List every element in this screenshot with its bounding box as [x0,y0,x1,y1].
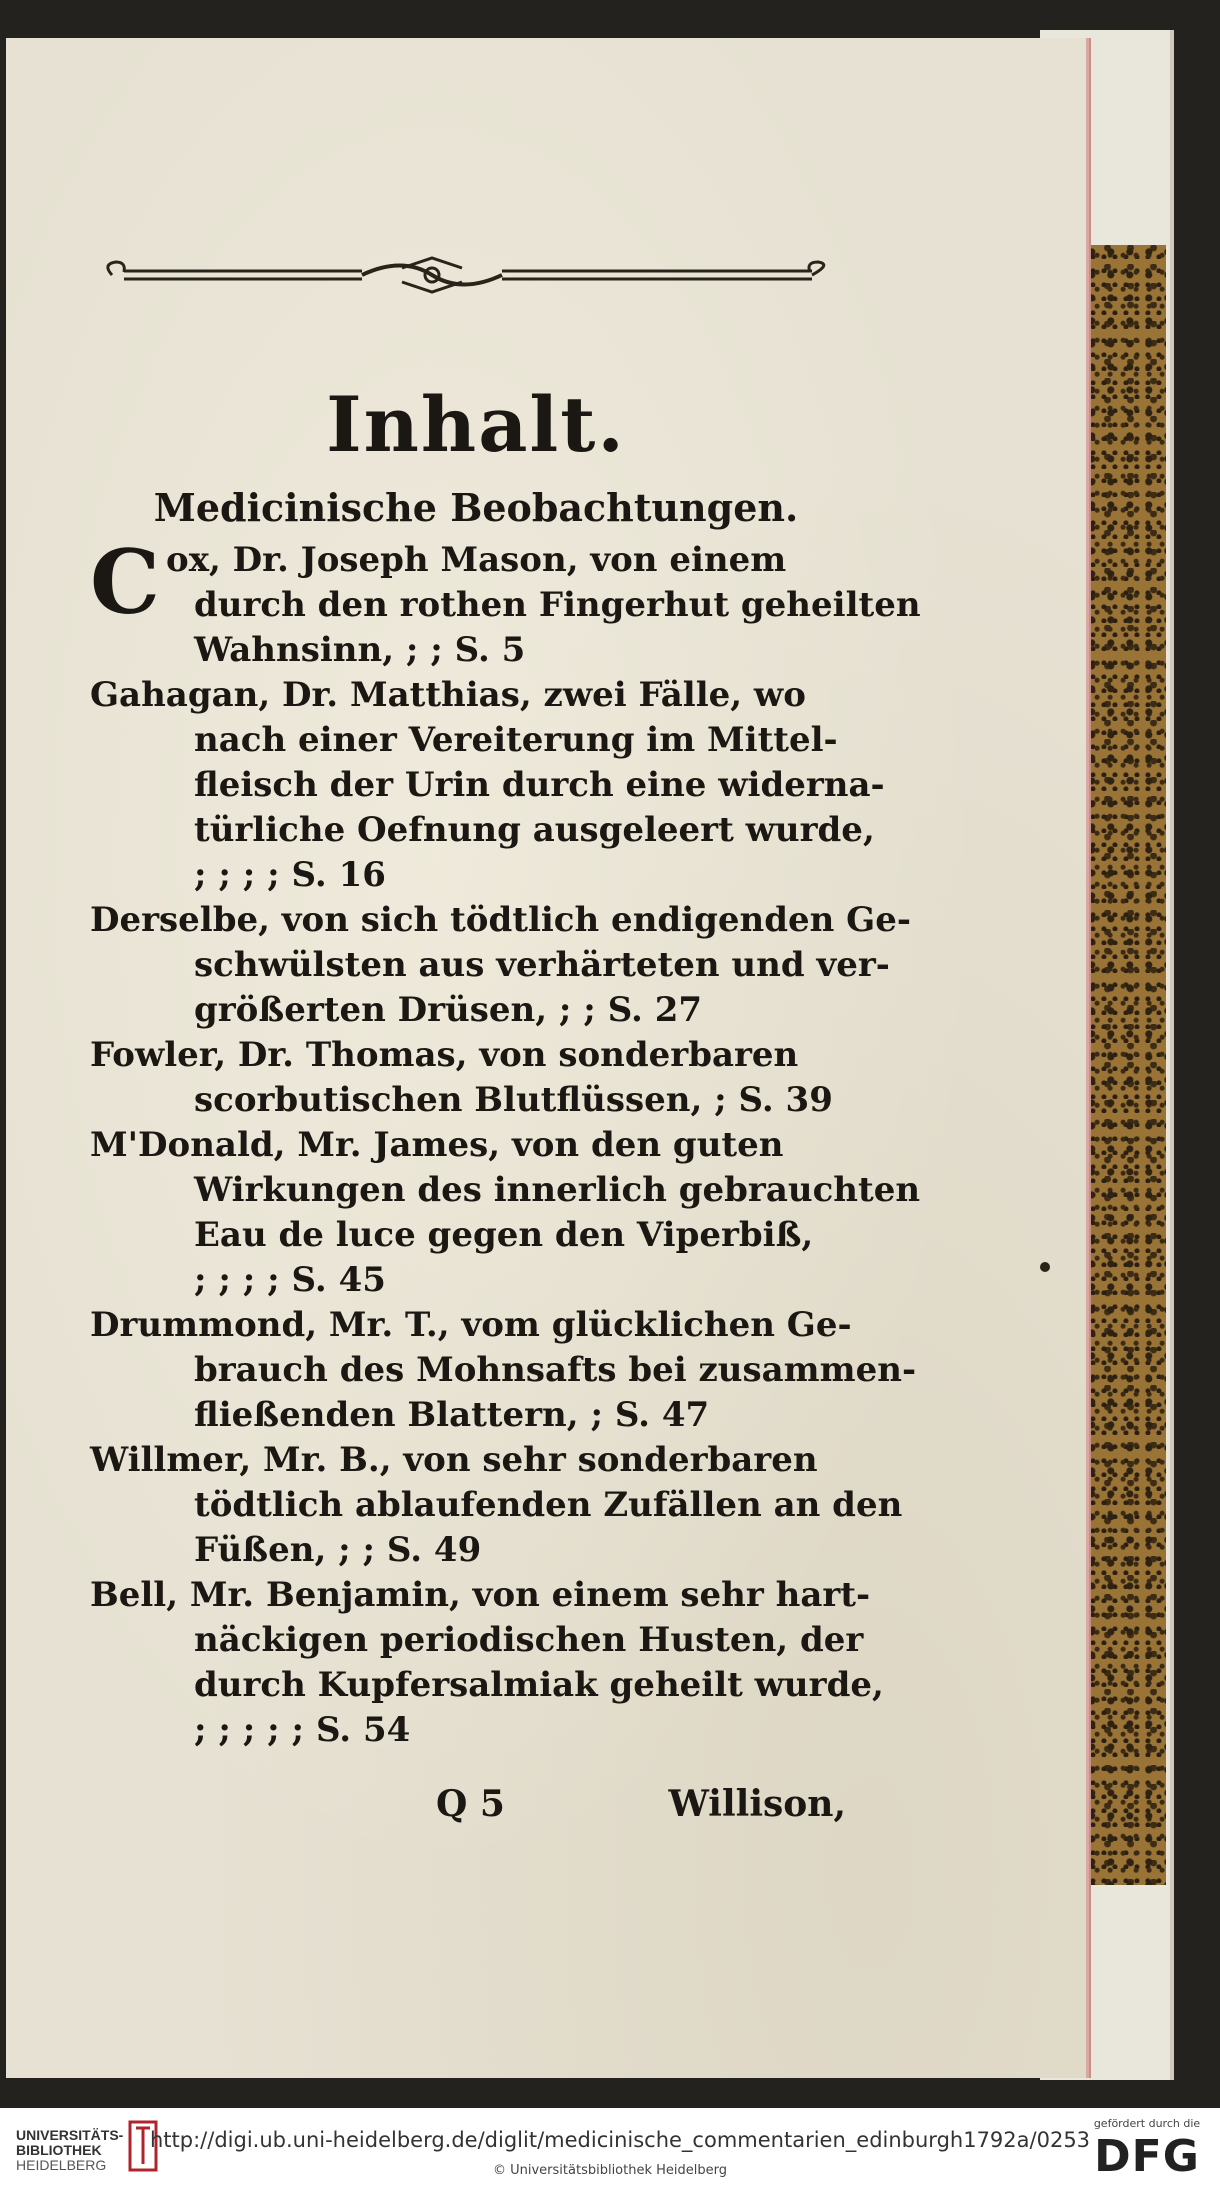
toc-line: Willmer, Mr. B., von sehr sonderbaren [90,1440,818,1480]
toc-line: durch Kupfersalmiak geheilt wurde, [194,1665,884,1705]
toc-line: durch den rothen Fingerhut geheilten [194,585,921,625]
toc-line: größerten Drüsen, ; ; S. 27 [194,990,703,1030]
section-subtitle: Medicinische Beobachtungen. [153,485,799,530]
toc-line: Drummond, Mr. T., vom glücklichen Ge- [90,1305,852,1345]
funding-note: gefördert durch die [1093,2117,1201,2130]
toc-line: näckigen periodischen Husten, der [194,1620,864,1660]
toc-line: türliche Oefnung ausgeleert wurde, [194,810,875,850]
toc-line: ; ; ; ; S. 45 [194,1260,386,1300]
toc-line: Füßen, ; ; S. 49 [194,1530,482,1570]
table-of-contents [90,530,921,1753]
permalink-url[interactable]: http://digi.ub.uni-heidelberg.de/diglit/medicinische_commentarien_edinburgh1792a/0253 [150,2128,1091,2152]
signature-mark: Q 5 [436,1783,505,1825]
toc-entry-drummond [90,1303,917,1438]
toc-line: M'Donald, Mr. James, von den guten [90,1125,784,1165]
library-name-line: UNIVERSITÄTS- [16,2127,124,2143]
catchword: Willison, [668,1783,846,1825]
ink-spot [1040,1262,1050,1272]
toc-line: ; ; ; ; S. 16 [194,855,386,895]
speckled-fore-edge [1088,245,1166,1885]
toc-line: schwülsten aus verhärteten und ver- [194,945,890,985]
toc-line: tödtlich ablaufenden Zufällen an den [194,1485,903,1525]
toc-entry-derselbe [90,898,911,1033]
toc-line: Wahnsinn, ; ; S. 5 [194,630,526,670]
toc-line: scorbutischen Blutflüssen, ; S. 39 [194,1080,833,1120]
drop-cap: C [90,530,161,634]
library-name-line: BIBLIOTHEK [16,2142,102,2158]
toc-line: Derselbe, von sich tödtlich endigenden Ge- [90,900,911,940]
copyright-notice: © Universitätsbibliothek Heidelberg [492,2163,727,2178]
library-name-line: HEIDELBERG [16,2157,107,2173]
toc-entry-gahagan [90,673,885,898]
toc-entry-cox [90,530,921,673]
toc-line: Fowler, Dr. Thomas, von sonderbaren [90,1035,799,1075]
page-title: Inhalt. [326,380,626,469]
toc-line: nach einer Vereiterung im Mittel- [194,720,838,760]
toc-entry-mdonald [90,1123,921,1303]
toc-line: brauch des Mohnsafts bei zusammen- [194,1350,917,1390]
toc-line-text: ox, Dr. Joseph Mason, von einem [166,540,787,580]
ornamental-rule [102,254,832,296]
dfg-logo: DFG [1094,2131,1200,2182]
page-foot [186,1783,846,1825]
toc-line: fleisch der Urin durch eine widerna- [194,765,885,805]
toc-entry-fowler [90,1033,850,1123]
toc-entry-willmer [90,1438,903,1573]
toc-line: Wirkungen des innerlich gebrauchten [194,1170,921,1210]
toc-entry-bell [90,1573,884,1753]
toc-line: Bell, Mr. Benjamin, von einem sehr hart- [90,1575,871,1615]
toc-line: Gahagan, Dr. Matthias, zwei Fälle, wo [90,675,806,715]
toc-line: fließenden Blattern, ; S. 47 [194,1395,710,1435]
book-page [6,38,1089,2078]
toc-line: Eau de luce gegen den Viperbiß, [194,1215,814,1255]
toc-line: ; ; ; ; ; S. 54 [194,1710,411,1750]
